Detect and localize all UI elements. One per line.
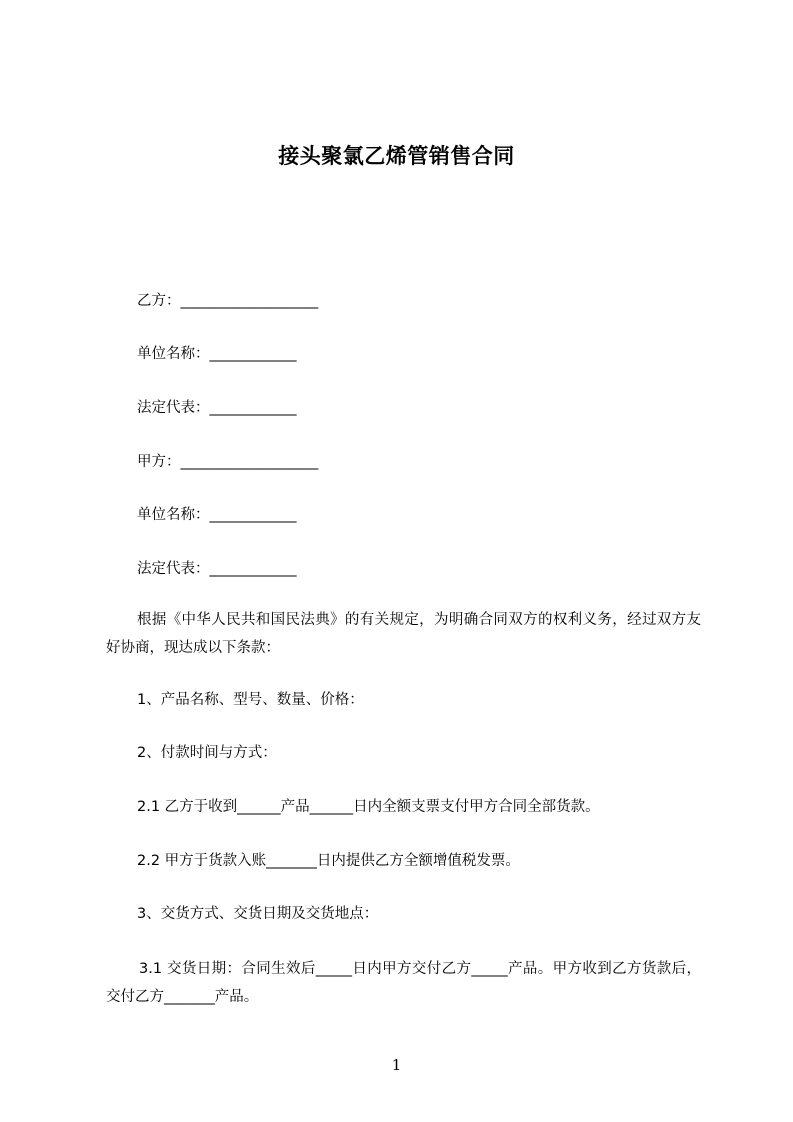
unit-name-line-2: 单位名称：____________ (137, 507, 297, 523)
clause-3-heading: 3、交货方式、交货日期及交货地点： (137, 906, 379, 922)
clause-2-2: 2.2 甲方于货款入账_______日内提供乙方全额增值税发票。 (137, 853, 520, 869)
legal-rep-line-1: 法定代表：____________ (137, 400, 297, 416)
party-b-line: 乙方：___________________ (137, 293, 319, 309)
legal-rep-line-2: 法定代表：____________ (137, 561, 297, 577)
party-a-line: 甲方：___________________ (137, 454, 319, 470)
clause-2-heading: 2、付款时间与方式： (137, 745, 277, 761)
clause-3-1: 3.1 交货日期：合同生效后_____日内甲方交付乙方_____产品。甲方收到乙方货款后，交付乙方_______产品。 (106, 961, 701, 1005)
intro-paragraph: 根据《中华人民共和国民法典》的有关规定，为明确合同双方的权利义务，经过双方友好协商，现达成以下条款： (106, 612, 701, 656)
unit-name-line-1: 单位名称：____________ (137, 346, 297, 362)
clause-2-1: 2.1 乙方于收到______产品______日内全额支票支付甲方合同全部货款。 (137, 799, 600, 815)
page-number: 1 (391, 1056, 402, 1074)
clause-1-heading: 1、产品名称、型号、数量、价格： (137, 692, 364, 708)
document-title: 接头聚氯乙烯管销售合同 (278, 144, 515, 168)
